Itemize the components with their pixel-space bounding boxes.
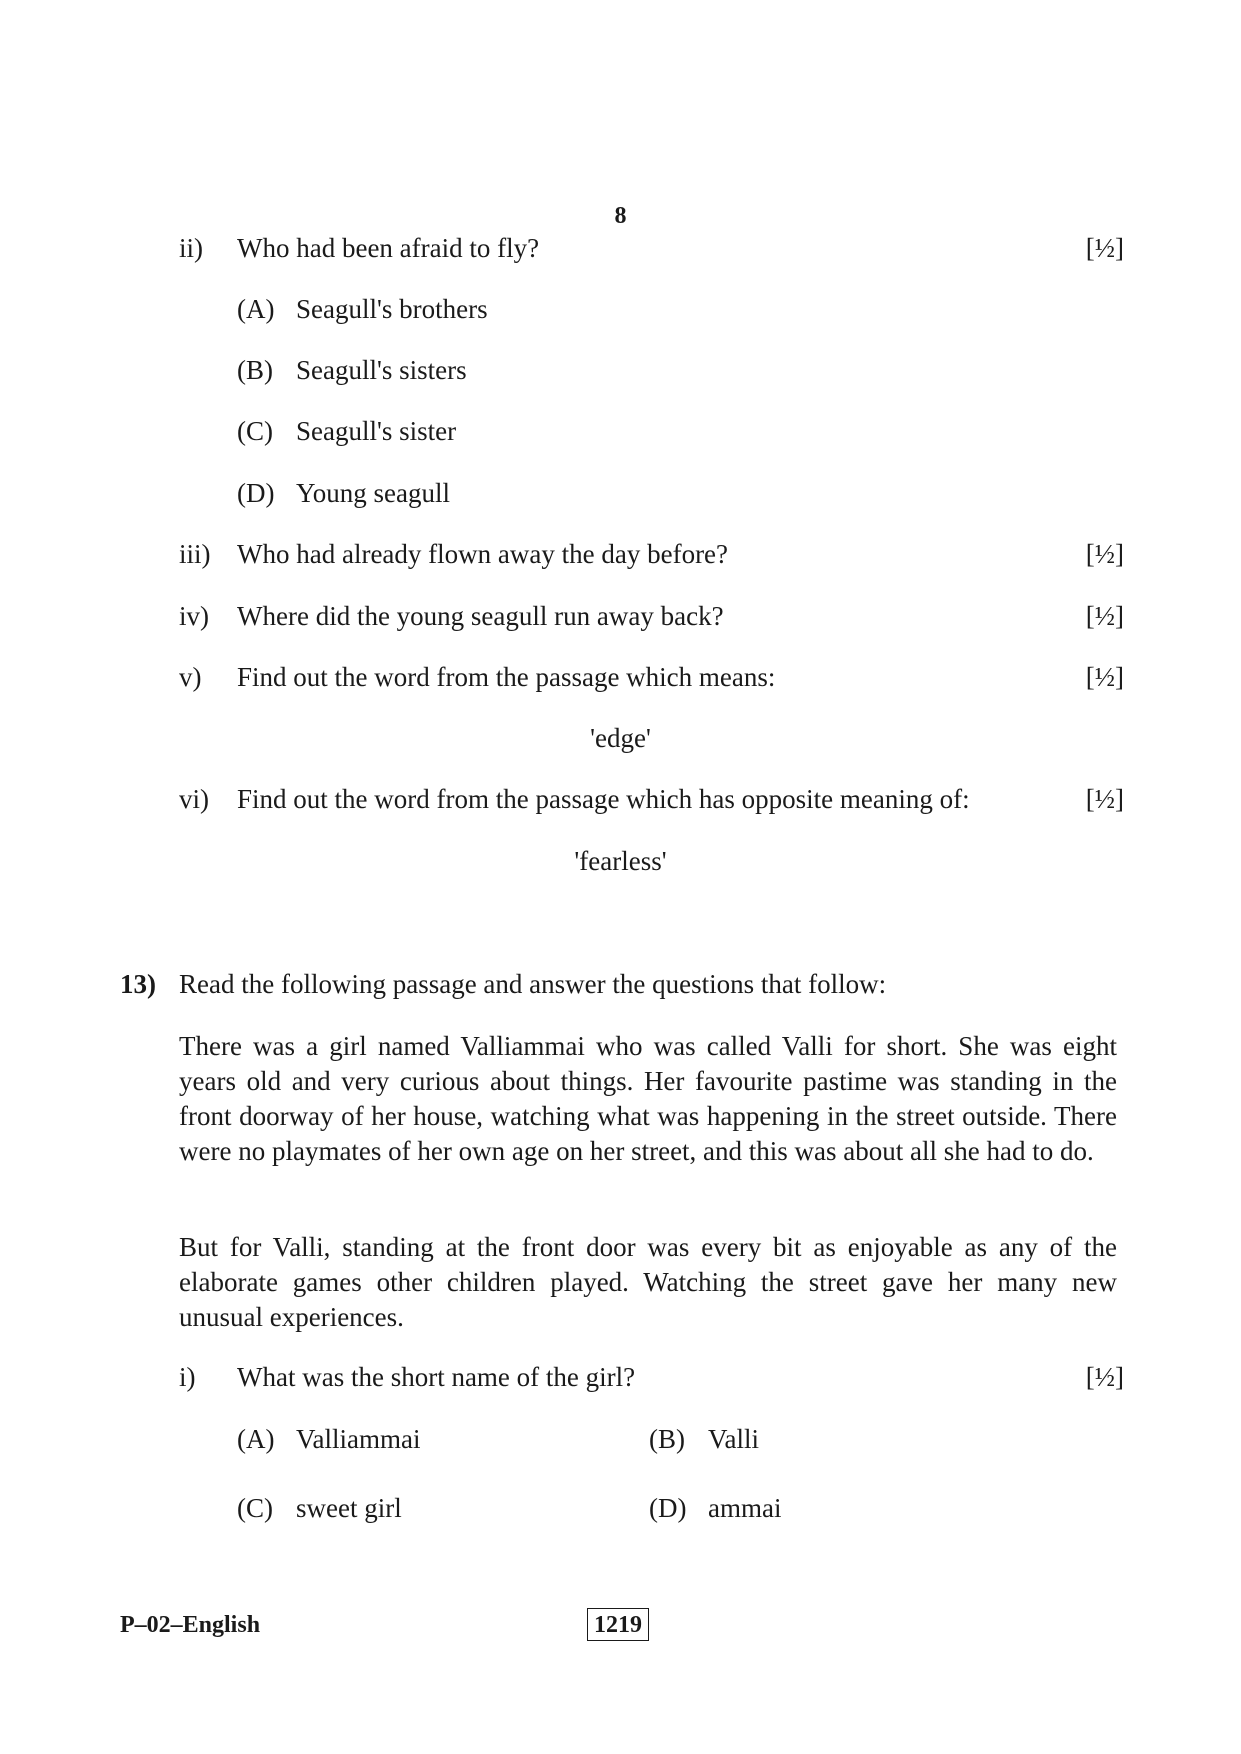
- option-label: (B): [237, 355, 273, 385]
- question-number: i): [179, 1362, 196, 1392]
- question-text: Find out the word from the passage which has opposite meaning of:: [237, 784, 970, 814]
- marks-label: [½]: [1085, 662, 1124, 692]
- page-code-box: 1219: [587, 1608, 649, 1641]
- option-text: Seagull's sisters: [296, 355, 467, 385]
- question-number: iv): [179, 601, 209, 631]
- question-text: Where did the young seagull run away back?: [237, 601, 724, 631]
- passage-paragraph: There was a girl named Valliammai who was called Valli for short. She was eight years old and very curious about things. Her favourite pastime was standing in the front doorway of her house, watching what was happening in the street outside. There were no playmates of her own age on her street, and this was about all she had to do.: [179, 1031, 1117, 1166]
- paper-code: P–02–English: [120, 1612, 261, 1638]
- question-text: Who had already flown away the day before?: [237, 539, 729, 569]
- marks-label: [½]: [1085, 1362, 1124, 1392]
- option-label: (B): [649, 1424, 685, 1454]
- question-number: iii): [179, 539, 211, 569]
- target-word: 'edge': [590, 723, 651, 753]
- option-text: Valli: [708, 1424, 759, 1454]
- question-text: Find out the word from the passage which means:: [237, 662, 776, 692]
- question-text: Who had been afraid to fly?: [237, 233, 540, 263]
- option-text: ammai: [708, 1493, 782, 1523]
- question-text: What was the short name of the girl?: [237, 1362, 636, 1392]
- option-label: (A): [237, 1424, 275, 1454]
- question-number: v): [179, 662, 202, 692]
- option-text: Seagull's sister: [296, 416, 457, 446]
- question-number: vi): [179, 784, 209, 814]
- option-label: (A): [237, 294, 275, 324]
- page-number: 8: [614, 203, 627, 229]
- target-word: 'fearless': [574, 846, 667, 876]
- option-text: Valliammai: [296, 1424, 421, 1454]
- option-label: (D): [237, 478, 275, 508]
- option-text: Young seagull: [296, 478, 451, 508]
- question-instruction: Read the following passage and answer the questions that follow:: [179, 969, 887, 999]
- passage-paragraph: But for Valli, standing at the front door was every bit as enjoyable as any of the elaborate games other children played. Watching the street gave her many new unusual experiences.: [179, 1232, 1117, 1332]
- marks-label: [½]: [1085, 784, 1124, 814]
- marks-label: [½]: [1085, 601, 1124, 631]
- option-text: sweet girl: [296, 1493, 402, 1523]
- question-number: 13): [120, 969, 156, 999]
- option-text: Seagull's brothers: [296, 294, 488, 324]
- question-number: ii): [179, 233, 203, 263]
- marks-label: [½]: [1085, 233, 1124, 263]
- marks-label: [½]: [1085, 539, 1124, 569]
- option-label: (D): [649, 1493, 687, 1523]
- option-label: (C): [237, 416, 273, 446]
- option-label: (C): [237, 1493, 273, 1523]
